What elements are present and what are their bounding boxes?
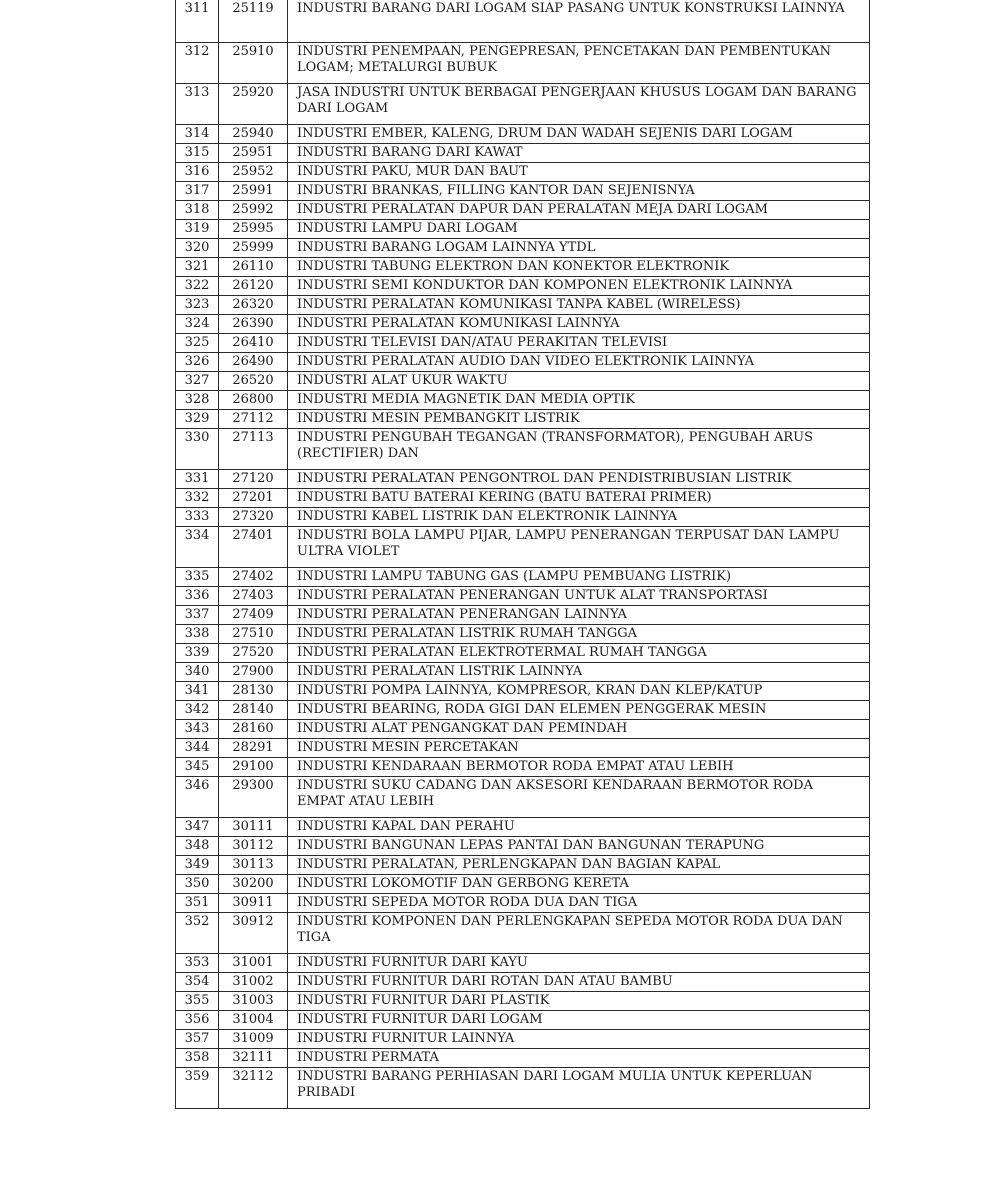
row-number-cell: 323 bbox=[176, 295, 219, 314]
table-row bbox=[176, 893, 870, 912]
kbli-code-cell: 27403 bbox=[219, 586, 288, 605]
description-cell: INDUSTRI PAKU, MUR DAN BAUT bbox=[288, 162, 870, 181]
table-row bbox=[176, 681, 870, 700]
kbli-code-cell: 27402 bbox=[219, 567, 288, 586]
description-cell: INDUSTRI ALAT UKUR WAKTU bbox=[288, 371, 870, 390]
table-row bbox=[176, 991, 870, 1010]
table-row bbox=[176, 219, 870, 238]
row-number-cell: 352 bbox=[176, 912, 219, 953]
row-number-cell: 357 bbox=[176, 1029, 219, 1048]
row-number-cell: 348 bbox=[176, 836, 219, 855]
table-row bbox=[176, 42, 870, 83]
kbli-code-cell: 26320 bbox=[219, 295, 288, 314]
row-number-cell: 343 bbox=[176, 719, 219, 738]
row-number-cell: 345 bbox=[176, 757, 219, 776]
description-cell: INDUSTRI BARANG PERHIASAN DARI LOGAM MULIA UNTUK KEPERLUAN PRIBADI bbox=[288, 1067, 870, 1108]
kbli-code-cell: 25940 bbox=[219, 124, 288, 143]
kbli-code-cell: 27409 bbox=[219, 605, 288, 624]
table-row bbox=[176, 643, 870, 662]
row-number-cell: 339 bbox=[176, 643, 219, 662]
description-cell: INDUSTRI BRANKAS, FILLING KANTOR DAN SEJENISNYA bbox=[288, 181, 870, 200]
description-cell: INDUSTRI MESIN PERCETAKAN bbox=[288, 738, 870, 757]
table-row bbox=[176, 757, 870, 776]
kbli-code-cell: 25991 bbox=[219, 181, 288, 200]
description-cell: INDUSTRI KABEL LISTRIK DAN ELEKTRONIK LAINNYA bbox=[288, 507, 870, 526]
table-row bbox=[176, 1029, 870, 1048]
table-row bbox=[176, 276, 870, 295]
row-number-cell: 314 bbox=[176, 124, 219, 143]
kbli-code-cell: 28130 bbox=[219, 681, 288, 700]
table-row bbox=[176, 200, 870, 219]
kbli-code-cell: 27320 bbox=[219, 507, 288, 526]
description-cell: INDUSTRI BEARING, RODA GIGI DAN ELEMEN PENGGERAK MESIN bbox=[288, 700, 870, 719]
row-number-cell: 351 bbox=[176, 893, 219, 912]
description-cell: INDUSTRI BOLA LAMPU PIJAR, LAMPU PENERANGAN TERPUSAT DAN LAMPU ULTRA VIOLET bbox=[288, 526, 870, 567]
row-number-cell: 331 bbox=[176, 469, 219, 488]
kbli-code-cell: 26120 bbox=[219, 276, 288, 295]
row-number-cell: 315 bbox=[176, 143, 219, 162]
kbli-code-cell: 26410 bbox=[219, 333, 288, 352]
description-cell: INDUSTRI KAPAL DAN PERAHU bbox=[288, 817, 870, 836]
table-row bbox=[176, 371, 870, 390]
kbli-code-cell: 25119 bbox=[219, 0, 288, 42]
kbli-code-cell: 27112 bbox=[219, 409, 288, 428]
kbli-code-cell: 31003 bbox=[219, 991, 288, 1010]
kbli-code-cell: 31009 bbox=[219, 1029, 288, 1048]
table-row bbox=[176, 1067, 870, 1108]
table-row bbox=[176, 972, 870, 991]
kbli-code-cell: 27201 bbox=[219, 488, 288, 507]
description-cell: INDUSTRI BARANG DARI LOGAM SIAP PASANG UNTUK KONSTRUKSI LAINNYA bbox=[288, 0, 870, 42]
row-number-cell: 340 bbox=[176, 662, 219, 681]
row-number-cell: 332 bbox=[176, 488, 219, 507]
row-number-cell: 330 bbox=[176, 428, 219, 469]
row-number-cell: 353 bbox=[176, 953, 219, 972]
kbli-code-cell: 29100 bbox=[219, 757, 288, 776]
kbli-table-body bbox=[176, 0, 870, 1108]
kbli-code-cell: 25910 bbox=[219, 42, 288, 83]
description-cell: INDUSTRI PERALATAN PENERANGAN UNTUK ALAT TRANSPORTASI bbox=[288, 586, 870, 605]
description-cell: INDUSTRI PENGUBAH TEGANGAN (TRANSFORMATOR), PENGUBAH ARUS (RECTIFIER) DAN bbox=[288, 428, 870, 469]
description-cell: INDUSTRI PERALATAN DAPUR DAN PERALATAN MEJA DARI LOGAM bbox=[288, 200, 870, 219]
table-row bbox=[176, 700, 870, 719]
kbli-code-cell: 25999 bbox=[219, 238, 288, 257]
table-row bbox=[176, 738, 870, 757]
description-cell: INDUSTRI FURNITUR DARI KAYU bbox=[288, 953, 870, 972]
kbli-code-cell: 27520 bbox=[219, 643, 288, 662]
description-cell: JASA INDUSTRI UNTUK BERBAGAI PENGERJAAN KHUSUS LOGAM DAN BARANG DARI LOGAM bbox=[288, 83, 870, 124]
description-cell: INDUSTRI PERALATAN, PERLENGKAPAN DAN BAGIAN KAPAL bbox=[288, 855, 870, 874]
row-number-cell: 311 bbox=[176, 0, 219, 42]
description-cell: INDUSTRI SUKU CADANG DAN AKSESORI KENDARAAN BERMOTOR RODA EMPAT ATAU LEBIH bbox=[288, 776, 870, 817]
kbli-code-cell: 32112 bbox=[219, 1067, 288, 1108]
description-cell: INDUSTRI PERALATAN PENERANGAN LAINNYA bbox=[288, 605, 870, 624]
kbli-code-cell: 31001 bbox=[219, 953, 288, 972]
table-row bbox=[176, 428, 870, 469]
table-row bbox=[176, 390, 870, 409]
row-number-cell: 333 bbox=[176, 507, 219, 526]
row-number-cell: 337 bbox=[176, 605, 219, 624]
row-number-cell: 312 bbox=[176, 42, 219, 83]
row-number-cell: 327 bbox=[176, 371, 219, 390]
row-number-cell: 322 bbox=[176, 276, 219, 295]
description-cell: INDUSTRI SEMI KONDUKTOR DAN KOMPONEN ELEKTRONIK LAINNYA bbox=[288, 276, 870, 295]
table-row bbox=[176, 662, 870, 681]
description-cell: INDUSTRI MESIN PEMBANGKIT LISTRIK bbox=[288, 409, 870, 428]
kbli-code-cell: 28140 bbox=[219, 700, 288, 719]
kbli-code-cell: 25952 bbox=[219, 162, 288, 181]
table-row bbox=[176, 295, 870, 314]
row-number-cell: 350 bbox=[176, 874, 219, 893]
row-number-cell: 319 bbox=[176, 219, 219, 238]
kbli-code-cell: 31002 bbox=[219, 972, 288, 991]
description-cell: INDUSTRI BARANG LOGAM LAINNYA YTDL bbox=[288, 238, 870, 257]
table-row bbox=[176, 953, 870, 972]
description-cell: INDUSTRI TABUNG ELEKTRON DAN KONEKTOR ELEKTRONIK bbox=[288, 257, 870, 276]
description-cell: INDUSTRI TELEVISI DAN/ATAU PERAKITAN TELEVISI bbox=[288, 333, 870, 352]
table-row bbox=[176, 162, 870, 181]
description-cell: INDUSTRI LAMPU DARI LOGAM bbox=[288, 219, 870, 238]
description-cell: INDUSTRI SEPEDA MOTOR RODA DUA DAN TIGA bbox=[288, 893, 870, 912]
table-row bbox=[176, 83, 870, 124]
row-number-cell: 355 bbox=[176, 991, 219, 1010]
table-row bbox=[176, 0, 870, 42]
description-cell: INDUSTRI PERALATAN AUDIO DAN VIDEO ELEKTRONIK LAINNYA bbox=[288, 352, 870, 371]
table-row bbox=[176, 776, 870, 817]
kbli-code-cell: 26390 bbox=[219, 314, 288, 333]
table-row bbox=[176, 124, 870, 143]
table-row bbox=[176, 257, 870, 276]
description-cell: INDUSTRI KENDARAAN BERMOTOR RODA EMPAT ATAU LEBIH bbox=[288, 757, 870, 776]
row-number-cell: 338 bbox=[176, 624, 219, 643]
table-row bbox=[176, 352, 870, 371]
description-cell: INDUSTRI BANGUNAN LEPAS PANTAI DAN BANGUNAN TERAPUNG bbox=[288, 836, 870, 855]
kbli-code-cell: 27113 bbox=[219, 428, 288, 469]
table-row bbox=[176, 1010, 870, 1029]
table-row bbox=[176, 1048, 870, 1067]
description-cell: INDUSTRI FURNITUR DARI LOGAM bbox=[288, 1010, 870, 1029]
table-row bbox=[176, 333, 870, 352]
table-row bbox=[176, 912, 870, 953]
description-cell: INDUSTRI LOKOMOTIF DAN GERBONG KERETA bbox=[288, 874, 870, 893]
table-row bbox=[176, 143, 870, 162]
row-number-cell: 324 bbox=[176, 314, 219, 333]
table-row bbox=[176, 719, 870, 738]
table-row bbox=[176, 874, 870, 893]
description-cell: INDUSTRI PERALATAN KOMUNIKASI LAINNYA bbox=[288, 314, 870, 333]
description-cell: INDUSTRI EMBER, KALENG, DRUM DAN WADAH SEJENIS DARI LOGAM bbox=[288, 124, 870, 143]
kbli-code-cell: 27401 bbox=[219, 526, 288, 567]
kbli-code-cell: 25951 bbox=[219, 143, 288, 162]
table-row bbox=[176, 181, 870, 200]
table-row bbox=[176, 855, 870, 874]
description-cell: INDUSTRI PERALATAN LISTRIK LAINNYA bbox=[288, 662, 870, 681]
description-cell: INDUSTRI MEDIA MAGNETIK DAN MEDIA OPTIK bbox=[288, 390, 870, 409]
row-number-cell: 316 bbox=[176, 162, 219, 181]
row-number-cell: 356 bbox=[176, 1010, 219, 1029]
row-number-cell: 328 bbox=[176, 390, 219, 409]
description-cell: INDUSTRI FURNITUR LAINNYA bbox=[288, 1029, 870, 1048]
row-number-cell: 342 bbox=[176, 700, 219, 719]
kbli-code-cell: 25992 bbox=[219, 200, 288, 219]
kbli-code-cell: 28160 bbox=[219, 719, 288, 738]
kbli-code-cell: 27120 bbox=[219, 469, 288, 488]
row-number-cell: 325 bbox=[176, 333, 219, 352]
description-cell: INDUSTRI PERALATAN ELEKTROTERMAL RUMAH TANGGA bbox=[288, 643, 870, 662]
description-cell: INDUSTRI FURNITUR DARI PLASTIK bbox=[288, 991, 870, 1010]
description-cell: INDUSTRI ALAT PENGANGKAT DAN PEMINDAH bbox=[288, 719, 870, 738]
kbli-code-cell: 32111 bbox=[219, 1048, 288, 1067]
row-number-cell: 349 bbox=[176, 855, 219, 874]
row-number-cell: 359 bbox=[176, 1067, 219, 1108]
description-cell: INDUSTRI PERALATAN PENGONTROL DAN PENDISTRIBUSIAN LISTRIK bbox=[288, 469, 870, 488]
row-number-cell: 317 bbox=[176, 181, 219, 200]
kbli-code-cell: 27510 bbox=[219, 624, 288, 643]
table-row bbox=[176, 817, 870, 836]
row-number-cell: 344 bbox=[176, 738, 219, 757]
kbli-code-cell: 30111 bbox=[219, 817, 288, 836]
row-number-cell: 334 bbox=[176, 526, 219, 567]
kbli-code-cell: 30200 bbox=[219, 874, 288, 893]
kbli-code-cell: 26800 bbox=[219, 390, 288, 409]
table-row bbox=[176, 836, 870, 855]
table-row bbox=[176, 409, 870, 428]
table-row bbox=[176, 624, 870, 643]
kbli-code-cell: 30912 bbox=[219, 912, 288, 953]
description-cell: INDUSTRI PENEMPAAN, PENGEPRESAN, PENCETAKAN DAN PEMBENTUKAN LOGAM; METALURGI BUBUK bbox=[288, 42, 870, 83]
description-cell: INDUSTRI POMPA LAINNYA, KOMPRESOR, KRAN DAN KLEP/KATUP bbox=[288, 681, 870, 700]
row-number-cell: 335 bbox=[176, 567, 219, 586]
kbli-code-cell: 29300 bbox=[219, 776, 288, 817]
description-cell: INDUSTRI PERALATAN KOMUNIKASI TANPA KABEL (WIRELESS) bbox=[288, 295, 870, 314]
row-number-cell: 329 bbox=[176, 409, 219, 428]
table-row bbox=[176, 488, 870, 507]
table-row bbox=[176, 526, 870, 567]
row-number-cell: 358 bbox=[176, 1048, 219, 1067]
kbli-code-cell: 31004 bbox=[219, 1010, 288, 1029]
kbli-code-cell: 30112 bbox=[219, 836, 288, 855]
row-number-cell: 341 bbox=[176, 681, 219, 700]
description-cell: INDUSTRI FURNITUR DARI ROTAN DAN ATAU BAMBU bbox=[288, 972, 870, 991]
row-number-cell: 347 bbox=[176, 817, 219, 836]
row-number-cell: 346 bbox=[176, 776, 219, 817]
description-cell: INDUSTRI KOMPONEN DAN PERLENGKAPAN SEPEDA MOTOR RODA DUA DAN TIGA bbox=[288, 912, 870, 953]
kbli-code-cell: 27900 bbox=[219, 662, 288, 681]
description-cell: INDUSTRI BARANG DARI KAWAT bbox=[288, 143, 870, 162]
table-row bbox=[176, 314, 870, 333]
description-cell: INDUSTRI PERALATAN LISTRIK RUMAH TANGGA bbox=[288, 624, 870, 643]
table-row bbox=[176, 238, 870, 257]
table-row bbox=[176, 507, 870, 526]
kbli-code-cell: 26520 bbox=[219, 371, 288, 390]
kbli-code-cell: 26490 bbox=[219, 352, 288, 371]
kbli-code-cell: 30113 bbox=[219, 855, 288, 874]
kbli-code-cell: 25995 bbox=[219, 219, 288, 238]
table-row bbox=[176, 469, 870, 488]
description-cell: INDUSTRI LAMPU TABUNG GAS (LAMPU PEMBUANG LISTRIK) bbox=[288, 567, 870, 586]
kbli-code-cell: 30911 bbox=[219, 893, 288, 912]
table-row bbox=[176, 586, 870, 605]
row-number-cell: 354 bbox=[176, 972, 219, 991]
row-number-cell: 313 bbox=[176, 83, 219, 124]
kbli-table bbox=[175, 0, 870, 1109]
description-cell: INDUSTRI BATU BATERAI KERING (BATU BATERAI PRIMER) bbox=[288, 488, 870, 507]
row-number-cell: 318 bbox=[176, 200, 219, 219]
kbli-code-cell: 25920 bbox=[219, 83, 288, 124]
kbli-code-cell: 28291 bbox=[219, 738, 288, 757]
description-cell: INDUSTRI PERMATA bbox=[288, 1048, 870, 1067]
row-number-cell: 336 bbox=[176, 586, 219, 605]
kbli-code-cell: 26110 bbox=[219, 257, 288, 276]
row-number-cell: 320 bbox=[176, 238, 219, 257]
table-row bbox=[176, 605, 870, 624]
row-number-cell: 321 bbox=[176, 257, 219, 276]
table-row bbox=[176, 567, 870, 586]
row-number-cell: 326 bbox=[176, 352, 219, 371]
